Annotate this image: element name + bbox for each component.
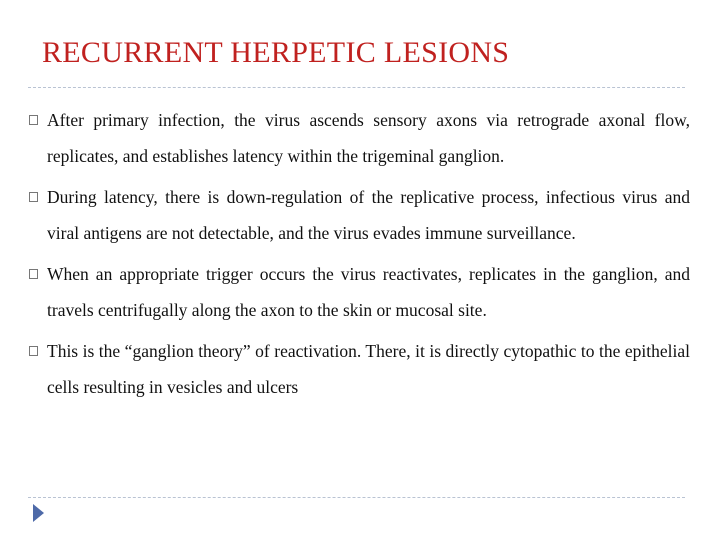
bullet-text: During latency, there is down-regulation of the replicative process, infectious virus and viral antigens are not detectable, and the virus evades immune surveillance. xyxy=(47,187,690,243)
title-divider xyxy=(28,87,685,88)
bullet-box-icon xyxy=(29,269,38,279)
bullet-box-icon xyxy=(29,115,38,125)
bullet-item xyxy=(47,333,690,405)
bullet-text: This is the “ganglion theory” of reactivation. There, it is directly cytopathic to the epithelial cells resulting in vesicles and ulcers xyxy=(47,341,690,397)
bullet-item xyxy=(47,102,690,174)
bullet-text: After primary infection, the virus ascends sensory axons via retrograde axonal flow, replicates, and establishes latency within the trigeminal ganglion. xyxy=(47,110,690,166)
slide-title: RECURRENT HERPETIC LESIONS xyxy=(42,36,510,69)
bullet-item xyxy=(47,179,690,251)
bullet-text: When an appropriate trigger occurs the virus reactivates, replicates in the ganglion, and travels centrifugally along the axon to the skin or mucosal site. xyxy=(47,264,690,320)
bullet-item xyxy=(47,256,690,328)
play-triangle-icon[interactable] xyxy=(33,504,44,522)
bullet-box-icon xyxy=(29,192,38,202)
footer-divider xyxy=(28,497,685,498)
bullet-list xyxy=(47,102,690,410)
bullet-box-icon xyxy=(29,346,38,356)
